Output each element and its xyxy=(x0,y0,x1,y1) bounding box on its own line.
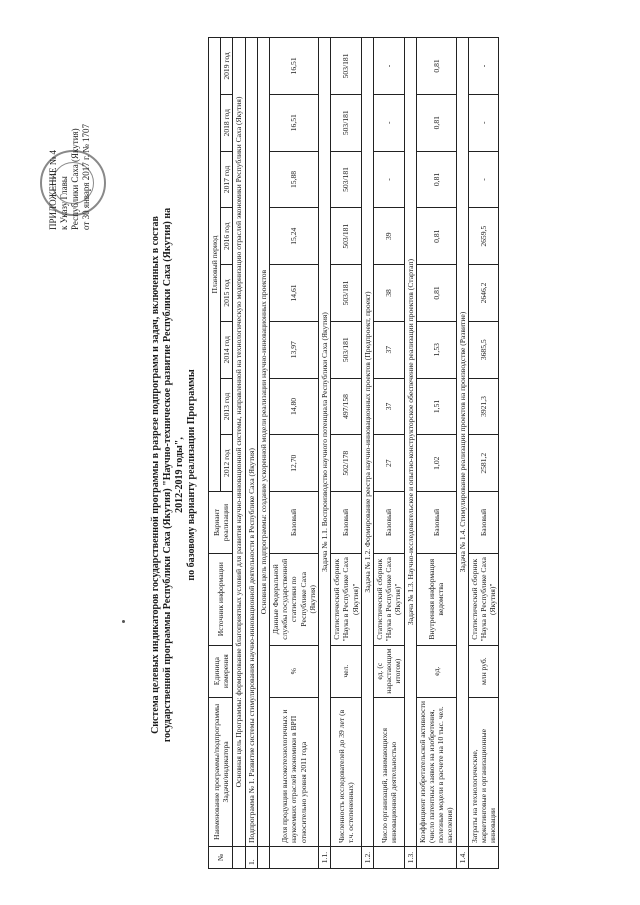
value-cell: 503/181 xyxy=(331,151,362,208)
goal-no xyxy=(233,847,245,869)
subprogram-goal-row xyxy=(257,38,269,869)
value-cell: 497/158 xyxy=(331,378,362,435)
indicator-unit: ед. (с нарастающим итогом) xyxy=(374,645,405,697)
value-cell: 2581,2 xyxy=(468,435,499,492)
header-year: 2017 год xyxy=(221,151,233,208)
indicator-source: Внутренняя информация ведомства xyxy=(416,553,456,645)
value-cell: 0,81 xyxy=(416,265,456,322)
task-title: Задача № 1.4. Стимулирование реализации проектов на производстве (Развитие) xyxy=(456,38,468,847)
value-cell: 0,81 xyxy=(416,208,456,265)
value-cell: 2646,2 xyxy=(468,265,499,322)
row-number: 1.1. xyxy=(319,847,331,869)
indicator-variant: Базовый xyxy=(468,492,499,554)
indicator-variant: Базовый xyxy=(374,492,405,554)
title-line-1: Система целевых индикаторов государственной программы в разрезе подпрограмм и задач, включенных в состав xyxy=(150,216,161,734)
task-title: Задача № 1.1. Воспроизводство научного потенциала Республики Саха (Якутия) xyxy=(319,38,331,847)
row-number: 1.3. xyxy=(404,847,416,869)
value-cell: 13,97 xyxy=(270,321,319,378)
header-year: 2018 год xyxy=(221,94,233,151)
indicator-row xyxy=(416,38,456,869)
row-number xyxy=(331,847,362,869)
header-no: № xyxy=(209,847,233,869)
approval-line-2: к Указу Главы xyxy=(59,176,69,230)
indicator-row xyxy=(374,38,405,869)
indicator-source: Статистический сборник "Наука в Республике Саха (Якутия)" xyxy=(468,553,499,645)
approval-block xyxy=(48,40,92,230)
header-source: Источник информации xyxy=(209,553,233,645)
value-cell: 14,80 xyxy=(270,378,319,435)
value-cell: 503/181 xyxy=(331,38,362,95)
subprogram-goal: Основная цель подпрограммы: создание ускоренной модели реализации научно-инновационных проектов xyxy=(257,38,269,847)
value-cell: - xyxy=(374,38,405,95)
task-row xyxy=(404,38,416,869)
indicator-row xyxy=(331,38,362,869)
value-cell: - xyxy=(468,94,499,151)
row-number: 1.2. xyxy=(361,847,373,869)
indicator-source: Статистический сборник "Наука в Республике Саха (Якутия)" xyxy=(331,553,362,645)
indicator-unit: млн руб. xyxy=(468,645,499,697)
value-cell: 37 xyxy=(374,378,405,435)
value-cell: 0,81 xyxy=(416,38,456,95)
header-variant: Вариант реализации xyxy=(209,492,233,554)
header-row xyxy=(209,38,221,869)
subprogram-row xyxy=(245,38,257,869)
approval-line-1: ПРИЛОЖЕНИЕ № 4 xyxy=(48,149,58,230)
indicator-row xyxy=(468,38,499,869)
value-cell: 27 xyxy=(374,435,405,492)
value-cell: 15,88 xyxy=(270,151,319,208)
header-year: 2016 год xyxy=(221,208,233,265)
header-year: 2013 год xyxy=(221,378,233,435)
value-cell: - xyxy=(468,38,499,95)
indicator-unit: ед. xyxy=(416,645,456,697)
title-line-2: государственной программы Республики Саха (Якутия) "Научно-техническое развитие Республики Саха (Якутия) на 2012-2019 годы", xyxy=(162,207,185,743)
row-number xyxy=(416,847,456,869)
value-cell: 2659,5 xyxy=(468,208,499,265)
row-number xyxy=(468,847,499,869)
indicator-name: Доля продукции высокотехнологичных и наукоемких отраслей экономики в ВРП относительно уровня 2011 года xyxy=(270,697,319,846)
value-cell: - xyxy=(374,151,405,208)
value-cell: 39 xyxy=(374,208,405,265)
indicator-name: Затраты на технологические, маркетинговые и организационные инновации xyxy=(468,697,499,846)
indicator-source: Статистический сборник "Наука в Республике Саха (Якутия)" xyxy=(374,553,405,645)
value-cell: 16,51 xyxy=(270,38,319,95)
value-cell: 37 xyxy=(374,321,405,378)
header-name: Наименование программы/подпрограммы Задачи/индикатора xyxy=(209,697,233,846)
indicator-variant: Базовый xyxy=(270,492,319,554)
row-number: 1. xyxy=(245,847,257,869)
value-cell: 0,81 xyxy=(416,94,456,151)
task-title: Задача № 1.3. Научно-исследовательское и опытно-конструкторское обеспечение реализации проектов (Стартап) xyxy=(404,38,416,847)
value-cell: 15,24 xyxy=(270,208,319,265)
value-cell: 503/181 xyxy=(331,265,362,322)
goal-text: Основная цель Программы: формирование благоприятных условий для развития научно-инновационной системы, направленной на технологическую модернизацию отраслей экономики Республики Саха (Якутия) xyxy=(233,38,245,847)
value-cell: 3921,3 xyxy=(468,378,499,435)
value-cell: 1,51 xyxy=(416,378,456,435)
task-row xyxy=(456,38,468,869)
task-title: Задача № 1.2. Формирование реестра научно-инновационных проектов (Предпроект, проект) xyxy=(361,38,373,847)
row-number: 1.4. xyxy=(456,847,468,869)
header-year: 2014 год xyxy=(221,321,233,378)
indicator-unit: % xyxy=(270,645,319,697)
indicator-source: Данные Федеральной службы государственной статистики по Республике Саха (Якутия) xyxy=(270,553,319,645)
value-cell: 1,02 xyxy=(416,435,456,492)
indicator-row xyxy=(270,38,319,869)
row-number xyxy=(270,847,319,869)
value-cell: 1,53 xyxy=(416,321,456,378)
approval-line-4: от 30 января 2017 г. № 1707 xyxy=(81,123,91,230)
header-unit: Единица измерения xyxy=(209,645,233,697)
approval-line-3: Республики Саха (Якутия) xyxy=(70,128,80,230)
title-line-3: по базовому варианту реализации Программы xyxy=(186,369,197,581)
indicator-unit: чел. xyxy=(331,645,362,697)
value-cell: - xyxy=(468,151,499,208)
header-year: 2019 год xyxy=(221,38,233,95)
value-cell: 3685,5 xyxy=(468,321,499,378)
row-number xyxy=(374,847,405,869)
goal-row xyxy=(233,38,245,869)
indicator-variant: Базовый xyxy=(416,492,456,554)
value-cell: 0,81 xyxy=(416,151,456,208)
value-cell: 16,51 xyxy=(270,94,319,151)
value-cell: 12,70 xyxy=(270,435,319,492)
indicator-name: Число организаций, занимающихся инновационной деятельностью xyxy=(374,697,405,846)
document-title xyxy=(150,195,198,755)
task-row xyxy=(361,38,373,869)
header-year: 2015 год xyxy=(221,265,233,322)
value-cell: 503/181 xyxy=(331,321,362,378)
indicator-name: Численность исследователей до 39 лет (в т.ч. остепененных) xyxy=(331,697,362,846)
value-cell: 502/178 xyxy=(331,435,362,492)
header-year: 2012 год xyxy=(221,435,233,492)
subprogram-title: Подпрограмма № 1. Развитие системы стимулирования научно-инновационной деятельности в Республике Саха (Якутия) xyxy=(245,38,257,847)
value-cell: 38 xyxy=(374,265,405,322)
header-period: Плановый период xyxy=(209,38,221,492)
task-row xyxy=(319,38,331,869)
value-cell: - xyxy=(374,94,405,151)
indicators-table xyxy=(208,37,499,869)
value-cell: 503/181 xyxy=(331,208,362,265)
value-cell: 14,61 xyxy=(270,265,319,322)
value-cell: 503/181 xyxy=(331,94,362,151)
indicator-variant: Базовый xyxy=(331,492,362,554)
row-number xyxy=(257,847,269,869)
indicator-name: Коэффициент изобретательской активности (число патентных заявок на изобретения, полезные модели в расчете на 10 тыс. чел. населения) xyxy=(416,697,456,846)
